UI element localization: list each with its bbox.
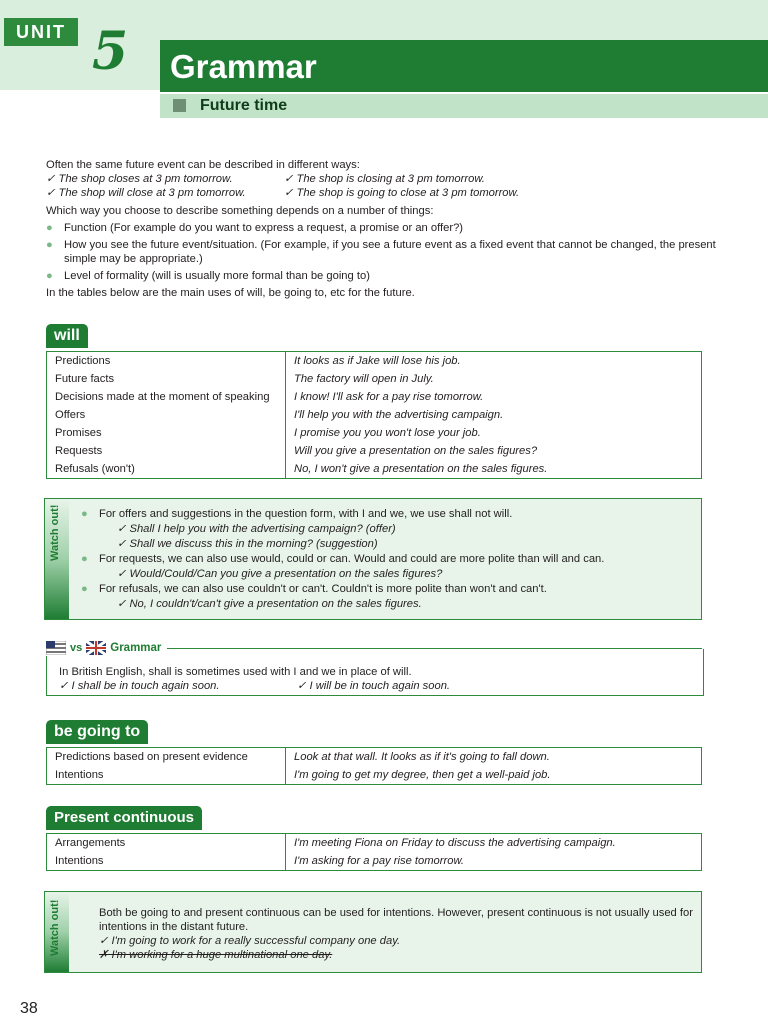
intro-line: Often the same future event can be described in different ways:	[46, 159, 360, 171]
bullet-text: For offers and suggestions in the question form, with I and we, we use shall not will.	[99, 508, 513, 520]
square-bullet-icon	[173, 99, 186, 112]
page-number: 38	[20, 1000, 38, 1017]
use-cell: Intentions	[47, 852, 286, 871]
example: ✓ I will be in touch again soon.	[297, 680, 451, 692]
watch-out-text: Both be going to and present continuous can be used for intentions. However, present continuous is not usually used for intentions in the distant future.	[99, 907, 693, 933]
uk-flag-icon	[86, 641, 106, 655]
example: ✓ Shall I help you with the advertising campaign? (offer)	[117, 523, 396, 535]
table-row	[47, 352, 702, 371]
use-cell: Future facts	[47, 370, 286, 388]
bullet-item	[46, 221, 726, 235]
use-cell: Intentions	[47, 766, 286, 785]
usuk-title: Grammar	[110, 642, 162, 654]
example: ✓ No, I couldn't/can't give a presentation on the sales figures.	[117, 598, 422, 610]
watch-out-box	[44, 498, 702, 620]
example: ✓ I shall be in touch again soon.	[59, 680, 220, 692]
example-cell: Look at that wall. It looks as if it's going to fall down.	[294, 751, 550, 763]
example-cell: I promise you you won't lose your job.	[294, 427, 481, 439]
example-cell: I'm going to get my degree, then get a well-paid job.	[294, 769, 551, 781]
unit-number: 5	[92, 21, 129, 82]
bullet-text: Level of formality (will is usually more formal than be going to)	[64, 270, 370, 282]
bullet-item	[81, 582, 693, 597]
example-cell: The factory will open in July.	[294, 373, 434, 385]
tab-present-continuous: Present continuous	[46, 806, 202, 830]
usuk-header	[46, 640, 167, 656]
example: ✓ Would/Could/Can you give a presentation on the sales figures?	[117, 568, 443, 580]
tab-will: will	[46, 324, 88, 348]
watch-out-label: Watch out!	[49, 899, 61, 956]
table-row	[47, 424, 702, 442]
bullet-text: For requests, we can also use would, could or can. Would and could are more polite than will and can.	[99, 553, 605, 565]
table-row	[47, 370, 702, 388]
use-cell: Promises	[47, 424, 286, 442]
bullet-item	[81, 507, 693, 522]
use-cell: Refusals (won't)	[47, 460, 286, 479]
example-cell: I'm asking for a pay rise tomorrow.	[294, 855, 465, 867]
example-cell: I'm meeting Fiona on Friday to discuss the advertising campaign.	[294, 837, 616, 849]
example-row	[46, 186, 726, 200]
tab-be-going-to: be going to	[46, 720, 148, 744]
bullet-text: For refusals, we can also use couldn't or can't. Couldn't is more polite than won't and can't.	[99, 583, 547, 595]
table-row	[47, 388, 702, 406]
use-cell: Requests	[47, 442, 286, 460]
example-cell: No, I won't give a presentation on the sales figures.	[294, 463, 548, 475]
example-row	[46, 172, 726, 186]
bullet-text: Function (For example do you want to express a request, a promise or an offer?)	[64, 222, 464, 234]
vs-text: vs	[70, 642, 83, 654]
table-row	[47, 460, 702, 479]
table-row	[47, 748, 702, 767]
use-cell: Arrangements	[47, 834, 286, 853]
example: ✓ The shop will close at 3 pm tomorrow.	[46, 187, 246, 199]
unit-label: UNIT	[4, 18, 78, 46]
table-row	[47, 834, 702, 853]
use-cell: Decisions made at the moment of speaking	[47, 388, 286, 406]
bullet-item	[46, 269, 726, 283]
be-going-to-table	[46, 747, 702, 785]
example-cell: I know! I'll ask for a pay rise tomorrow.	[294, 391, 484, 403]
example: ✓ The shop is closing at 3 pm tomorrow.	[284, 173, 485, 185]
watch-out-label: Watch out!	[49, 504, 61, 561]
watch-out-content	[81, 507, 693, 612]
present-continuous-table	[46, 833, 702, 871]
bullet-icon: ●	[46, 270, 53, 282]
example: ✓ I'm going to work for a really successful company one day.	[99, 935, 401, 947]
table-row	[47, 442, 702, 460]
use-cell: Offers	[47, 406, 286, 424]
bullet-icon: ●	[46, 222, 53, 234]
bullet-text: How you see the future event/situation. (For example, if you see a future event as a fixed event that cannot be changed, the present simple may be appropriate.)	[64, 239, 716, 265]
use-cell: Predictions	[47, 352, 286, 371]
us-flag-icon	[46, 641, 66, 655]
usuk-grammar-box	[46, 649, 704, 696]
intro-section	[46, 158, 726, 300]
example-cell: Will you give a presentation on the sales figures?	[294, 445, 538, 457]
example: ✓ The shop closes at 3 pm tomorrow.	[46, 173, 233, 185]
use-cell: Predictions based on present evidence	[47, 748, 286, 767]
bullet-icon: ●	[81, 583, 88, 595]
example: ✓ Shall we discuss this in the morning? (suggestion)	[117, 538, 378, 550]
watch-out-box	[44, 891, 702, 973]
page-subtitle: Future time	[200, 97, 288, 114]
bullet-icon: ●	[81, 553, 88, 565]
intro-line: Which way you choose to describe something depends on a number of things:	[46, 205, 434, 217]
bullet-icon: ●	[46, 239, 53, 251]
usuk-text: In British English, shall is sometimes used with I and we in place of will.	[59, 666, 412, 678]
bullet-item	[46, 238, 726, 266]
bullet-item	[81, 552, 693, 567]
page-title: Grammar	[170, 48, 317, 85]
example: ✓ The shop is going to close at 3 pm tomorrow.	[284, 187, 520, 199]
table-row	[47, 766, 702, 785]
example-cell: I'll help you with the advertising campaign.	[294, 409, 504, 421]
intro-line: In the tables below are the main uses of will, be going to, etc for the future.	[46, 287, 415, 299]
watch-out-content	[99, 906, 693, 962]
bullet-icon: ●	[81, 508, 88, 520]
incorrect-example: ✗ I'm working for a huge multinational one day.	[99, 949, 333, 961]
table-row	[47, 852, 702, 871]
table-row	[47, 406, 702, 424]
will-table	[46, 351, 702, 479]
example-cell: It looks as if Jake will lose his job.	[294, 355, 461, 367]
